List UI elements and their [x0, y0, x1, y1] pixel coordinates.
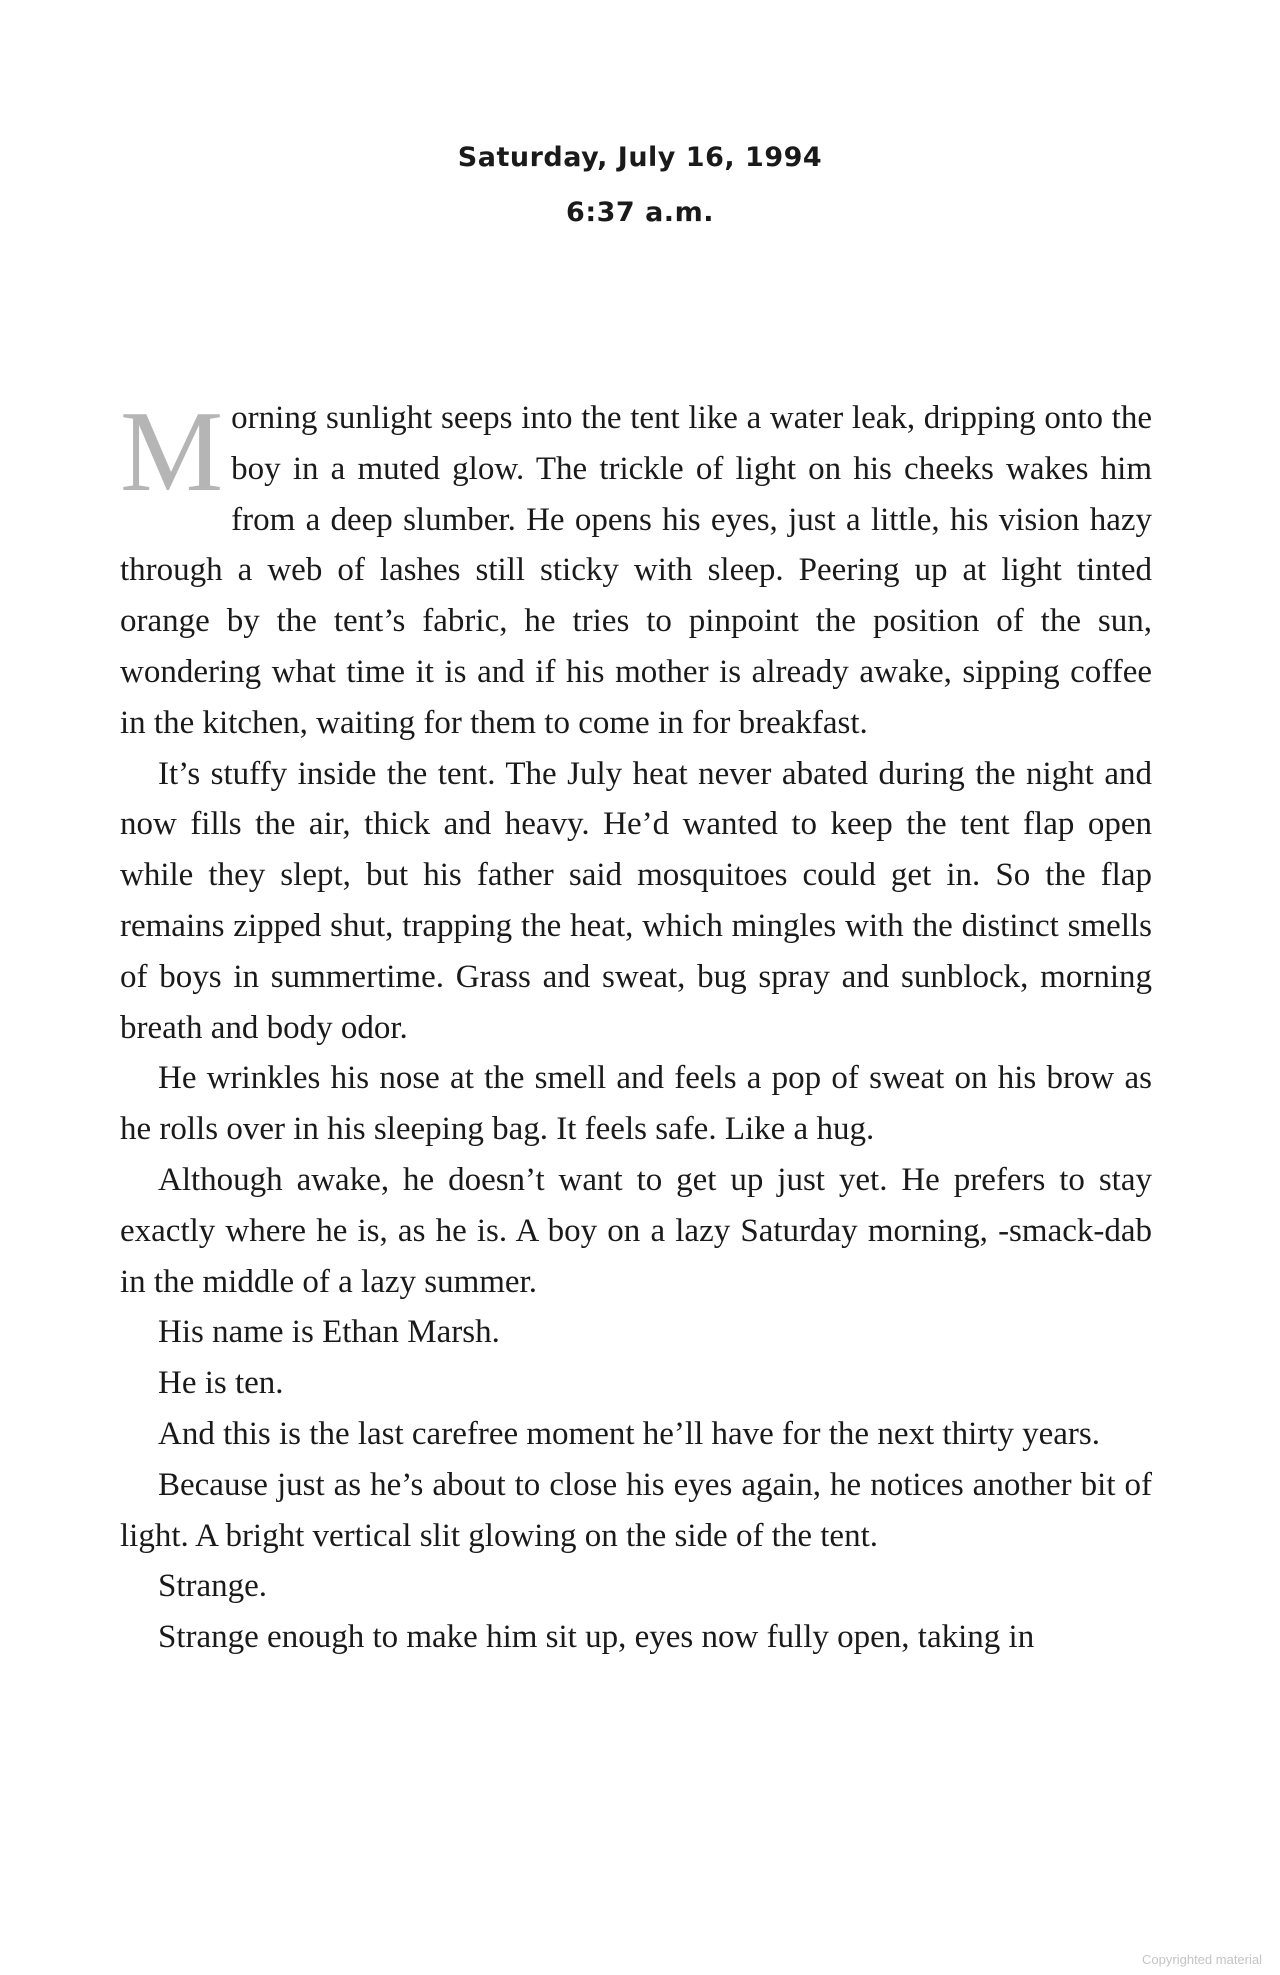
paragraph-1 [120, 388, 1152, 749]
paragraph-9: Strange. [158, 1568, 268, 1605]
body-text [120, 388, 1152, 1663]
paragraph-1-text: orning sunlight seeps into the tent like a water leak, dripping onto the boy in a muted glow. The trickle of light on his cheeks wakes him from a deep slumber. He opens his eyes, just a little, his vision hazy through a web of lashes still sticky with sleep. Peering up at light tinted orange by the tent’s fabric, he tries to pinpoint the position of the sun, wondering what time it is and if his mother is already awake, sipping coffee in the kitchen, waiting for them to come in for breakfast. [120, 400, 1152, 741]
paragraph-10: Strange enough to make him sit up, eyes now fully open, taking in [158, 1619, 1035, 1656]
paragraph-7: And this is the last carefree moment he’ll have for the next thirty years. [158, 1415, 1101, 1452]
paragraph-2: It’s stuffy inside the tent. The July heat never abated during the night and now fills the air, thick and heavy. He’d wanted to keep the tent flap open while they slept, but his father said mosquitoes could get in. So the flap remains zipped shut, trapping the heat, which mingles with the distinct smells of boys in summertime. Grass and sweat, bug spray and sunblock, morning breath and body odor. [120, 755, 1152, 1046]
paragraph-6: He is ten. [158, 1365, 284, 1402]
chapter-time: 6:37 a.m. [566, 197, 714, 228]
chapter-date: Saturday, July 16, 1994 [457, 142, 823, 173]
paragraph-4: Although awake, he doesn’t want to get up just yet. He prefers to stay exactly where he is, as he is. A boy on a lazy Saturday morning, -smack-dab in the middle of a lazy summer. [120, 1161, 1152, 1300]
paragraph-3: He wrinkles his nose at the smell and feels a pop of sweat on his brow as he rolls over in his sleeping bag. It feels safe. Like a hug. [120, 1060, 1152, 1148]
copyright-notice: Copyrighted material [1142, 1952, 1262, 1967]
drop-cap: M [120, 388, 224, 516]
paragraph-5: His name is Ethan Marsh. [158, 1314, 500, 1351]
paragraph-8: Because just as he’s about to close his eyes again, he notices another bit of light. A bright vertical slit glowing on the side of the tent. [120, 1466, 1152, 1554]
